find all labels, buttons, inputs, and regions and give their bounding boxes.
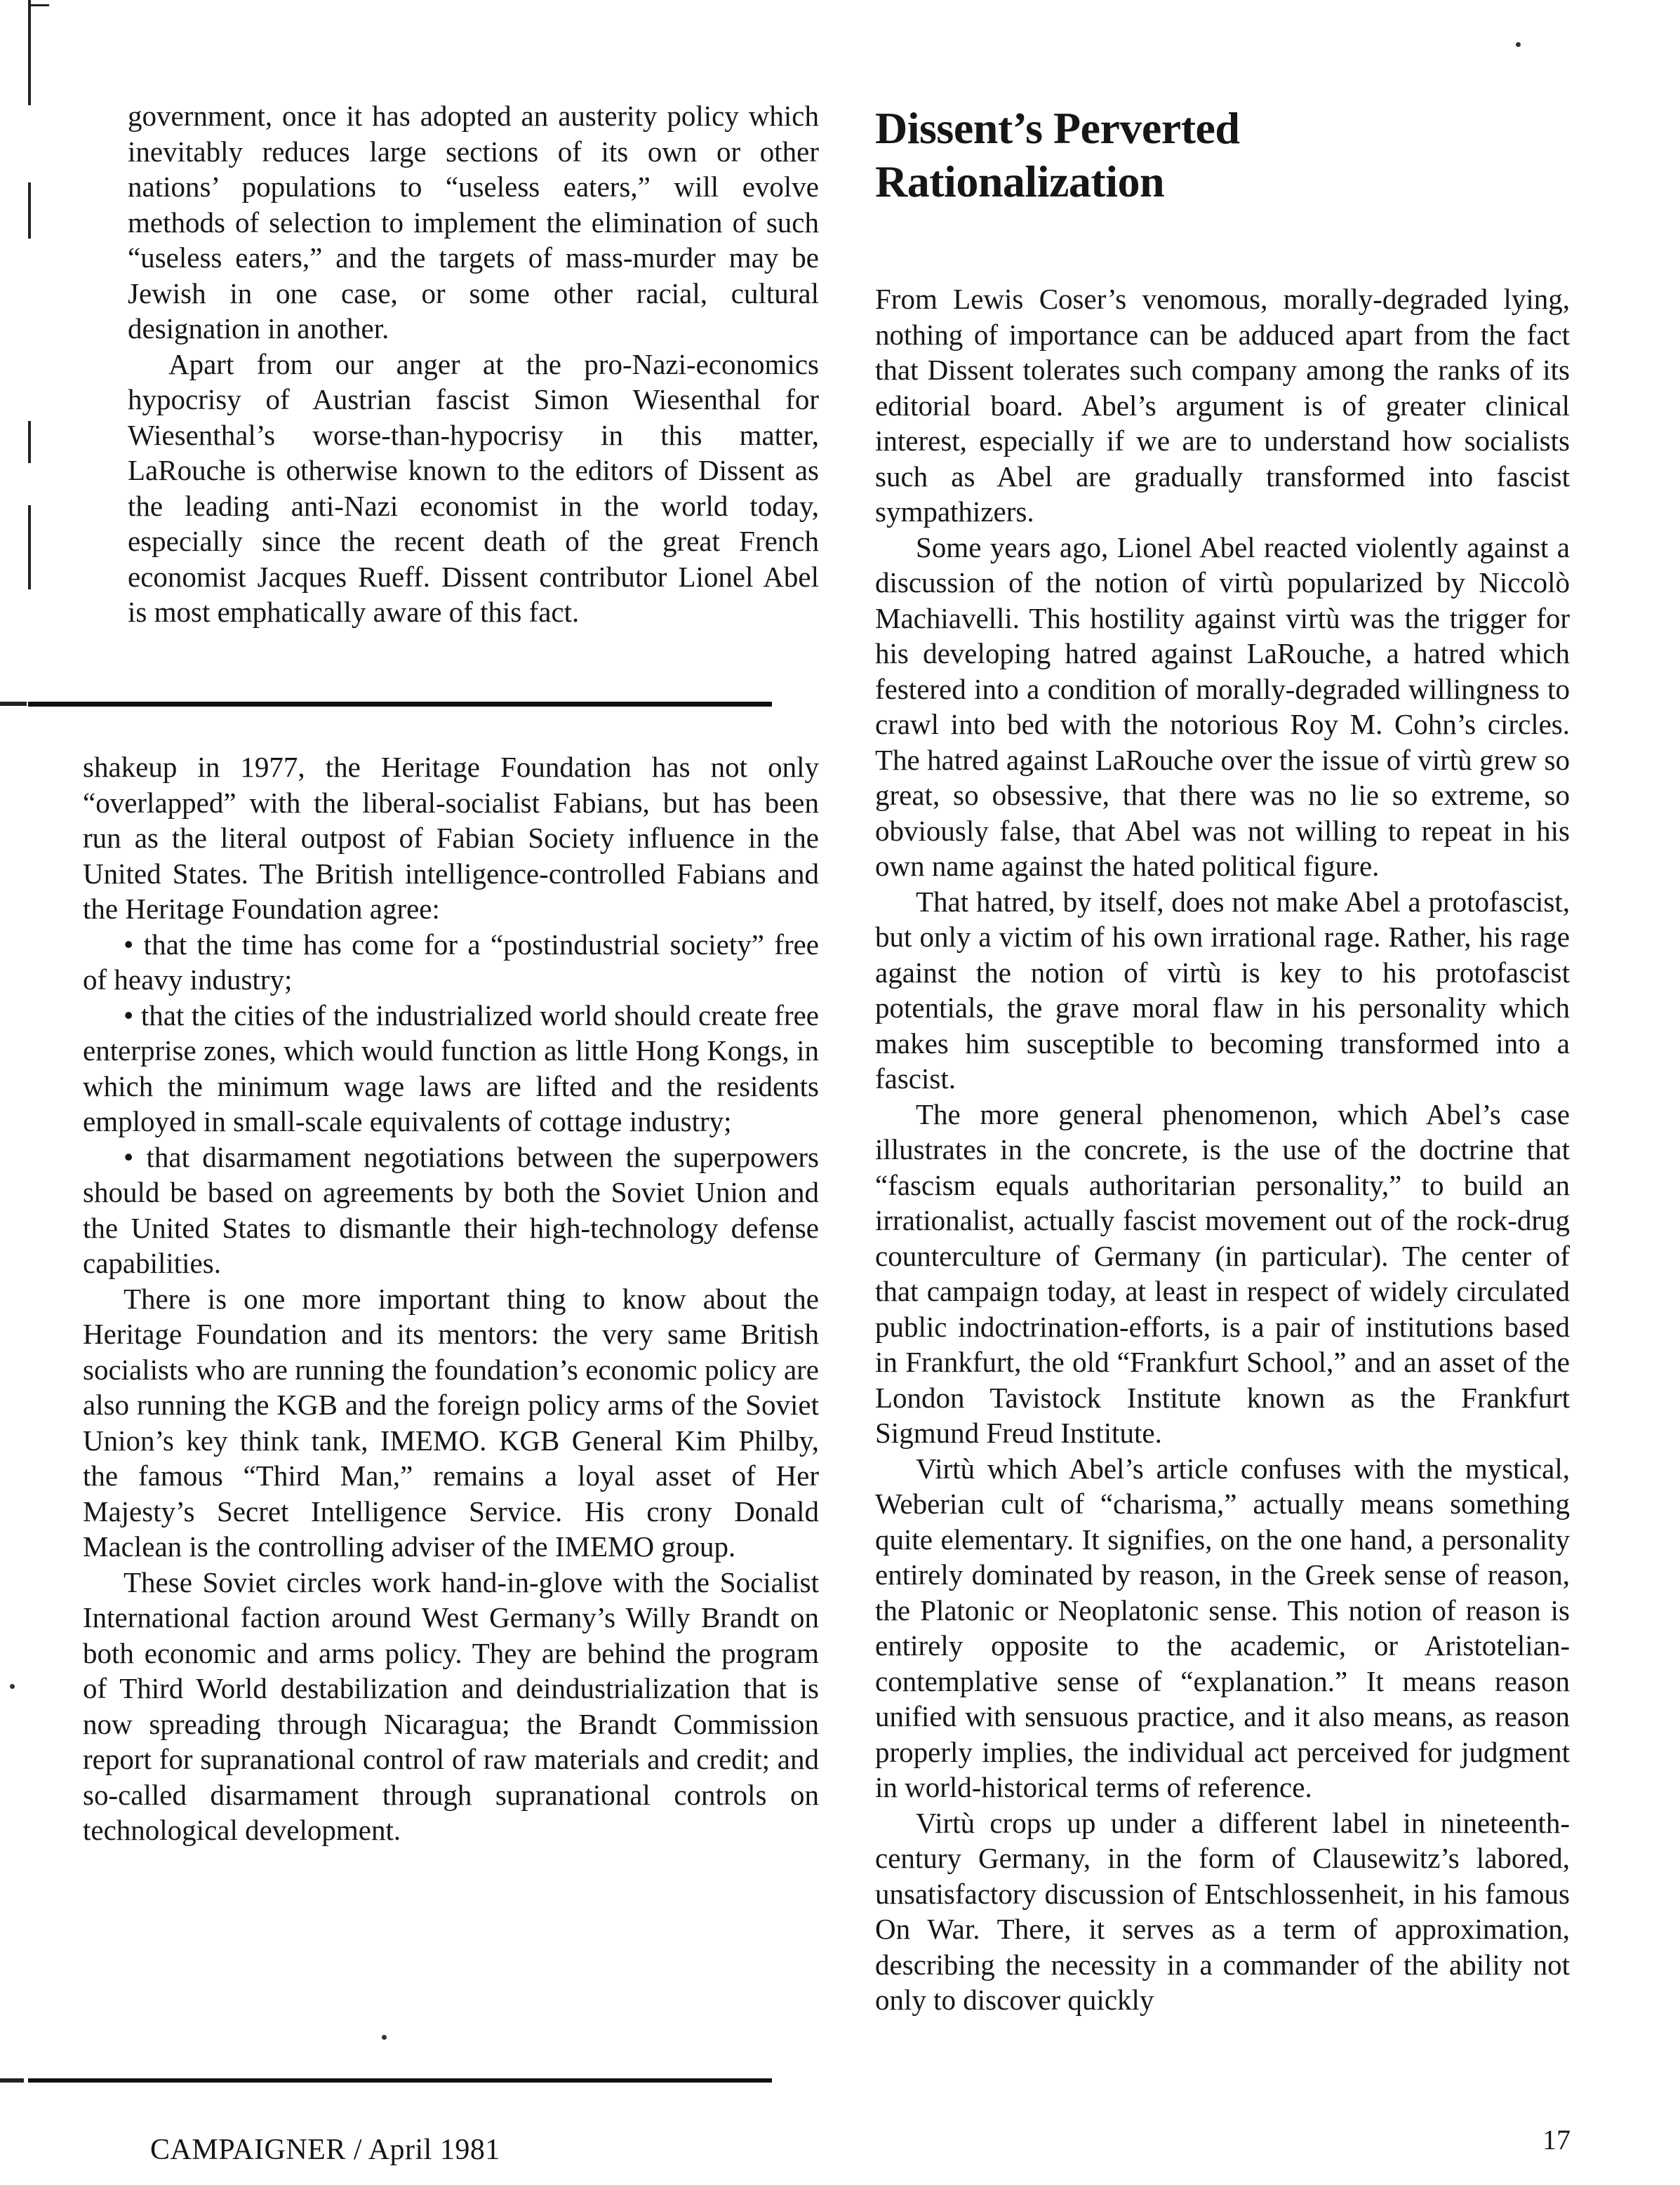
scan-dot	[1516, 42, 1521, 47]
paragraph: shakeup in 1977, the Heritage Foundation has not only “overlapped” with the liberal-socialist Fabians, but has been run as the literal outpost of Fabian Society influence in the United States. The British intelligence-controlled Fabians and the Heritage Foundation agree:	[83, 751, 819, 925]
paragraph: The more general phenomenon, which Abel’s case illustrates in the concrete, is the use of the doctrine that “fascism equals authoritarian personality,” to build an irrationalist, actually fascist movement out of the rock-drug counterculture of Germany (in particular). The center of that campaign today, at least in respect of widely circulated public indoctrination-efforts, is a pair of institutions based in Frankfurt, the old “Frankfurt School,” and an asset of the London Tavistock Institute known as the Frankfurt Sigmund Freud Institute.	[875, 1097, 1570, 1449]
margin-mark-left-3	[28, 505, 31, 589]
paragraph: These Soviet circles work hand-in-glove with the Socialist International faction around West Germany’s Willy Brandt on both economic and arms policy. They are behind the program of Third World destabilization and deindustrialization that is now spreading through Nicaragua; the Brandt Commission report for supranational control of raw materials and credit; and so-called disarmament through supranational controls on technological development.	[83, 1565, 819, 1846]
margin-mark-left-2	[28, 421, 31, 463]
left-column-bottom	[83, 749, 819, 1848]
paragraph: Virtù crops up under a different label in nineteenth-century Germany, in the form of Clausewitz’s labored, unsatisfactory discussion of Entschlossenheit, in his famous On War. There, it serves as a term of approximation, describing the necessity in a commander of the ability not only to discover quickly	[875, 1806, 1570, 2016]
margin-mark-top	[28, 0, 31, 105]
right-column	[875, 102, 1570, 2018]
paragraph: Apart from our anger at the pro-Nazi-economics hypocrisy of Austrian fascist Simon Wiesenthal for Wiesenthal’s worse-than-hypocrisy in this matter, LaRouche is otherwise known to the editors of Dissent as the leading anti-Nazi economist in the world today, especially since the recent death of the great French economist Jacques Rueff. Dissent contributor Lionel Abel is most emphatically aware of this fact.	[128, 347, 819, 628]
margin-mark-tick	[0, 702, 27, 706]
paragraph: Some years ago, Lionel Abel reacted violently against a discussion of the notion of virtù popularized by Niccolò Machiavelli. This hostility against virtù was the trigger for his developing hatred against LaRouche, a hatred which festered into a condition of morally-degraded willingness to crawl into bed with the notorious Roy M. Cohn’s circles. The hatred against LaRouche over the issue of virtù grew so great, so obsessive, that there was no lie so extreme, so obviously false, that Abel was not willing to repeat in his own name against the hated political figure.	[875, 530, 1570, 882]
section-divider-top	[28, 702, 772, 707]
paragraph: government, once it has adopted an austerity policy which inevitably reduces large sections of its own or other nations’ populations to “useless eaters,” will evolve methods of selection to implement the elimination of such “useless eaters,” and the targets of mass-murder may be Jewish in one case, or some other racial, cultural designation in another.	[128, 100, 819, 345]
margin-mark-left	[28, 182, 31, 239]
heading-line-1: Dissent’s Perverted	[875, 103, 1240, 153]
paragraph: There is one more important thing to know about the Heritage Foundation and its mentors: the very same British socialists who are running the foundation’s economic policy are also running the KGB and the foreign policy arms of the Soviet Union’s key think tank, IMEMO. KGB General Kim Philby, the famous “Third Man,” remains a loyal asset of Her Majesty’s Secret Intelligence Service. His crony Donald Maclean is the controlling adviser of the IMEMO group.	[83, 1282, 819, 1563]
section-divider-bottom	[28, 2078, 772, 2083]
paragraph: That hatred, by itself, does not make Abel a protofascist, but only a victim of his own irrational rage. Rather, his rage against the notion of virtù is key to his protofascist potentials, the grave moral flaw in his personality which makes him susceptible to becoming transformed into a fascist.	[875, 885, 1570, 1095]
scan-dot	[10, 1684, 15, 1689]
margin-mark-bottom-tick	[0, 2078, 24, 2083]
bullet-item: • that the time has come for a “postindustrial society” free of heavy industry;	[83, 928, 819, 996]
scan-dot	[382, 2035, 387, 2040]
publication-footer: CAMPAIGNER / April 1981	[150, 2134, 500, 2166]
paragraph: From Lewis Coser’s venomous, morally-degraded lying, nothing of importance can be adduced apart from the fact that Dissent tolerates such company among the ranks of its editorial board. Abel’s argument is of greater clinical interest, especially if we are to understand how socialists such as Abel are gradually transformed into fascist sympathizers.	[875, 283, 1570, 528]
article-heading	[875, 102, 1570, 208]
margin-mark-top-corner	[28, 4, 49, 6]
heading-line-2: Rationalization	[875, 156, 1165, 206]
article-body	[875, 281, 1570, 2018]
paragraph: Virtù which Abel’s article confuses with the mystical, Weberian cult of “charisma,” actually means something quite elementary. It signifies, on the one hand, a personality entirely dominated by reason, in the Greek sense of reason, the Platonic or Neoplatonic sense. This notion of reason is entirely opposite to the academic, or Aristotelian-contemplative sense of “explanation.” It means reason unified with sensuous practice, and it also means, as reason properly implies, the individual act perceived for judgment in world-historical terms of reference.	[875, 1452, 1570, 1803]
left-column-top	[128, 98, 819, 630]
bullet-item: • that the cities of the industrialized world should create free enterprise zones, which would function as little Hong Kongs, in which the minimum wage laws are lifted and the residents employed in small-scale equivalents of cottage industry;	[83, 998, 819, 1137]
bullet-item: • that disarmament negotiations between the superpowers should be based on agreements by both the Soviet Union and the United States to dismantle their high-technology defense capabilities.	[83, 1140, 819, 1279]
page-number: 17	[1542, 2124, 1571, 2156]
